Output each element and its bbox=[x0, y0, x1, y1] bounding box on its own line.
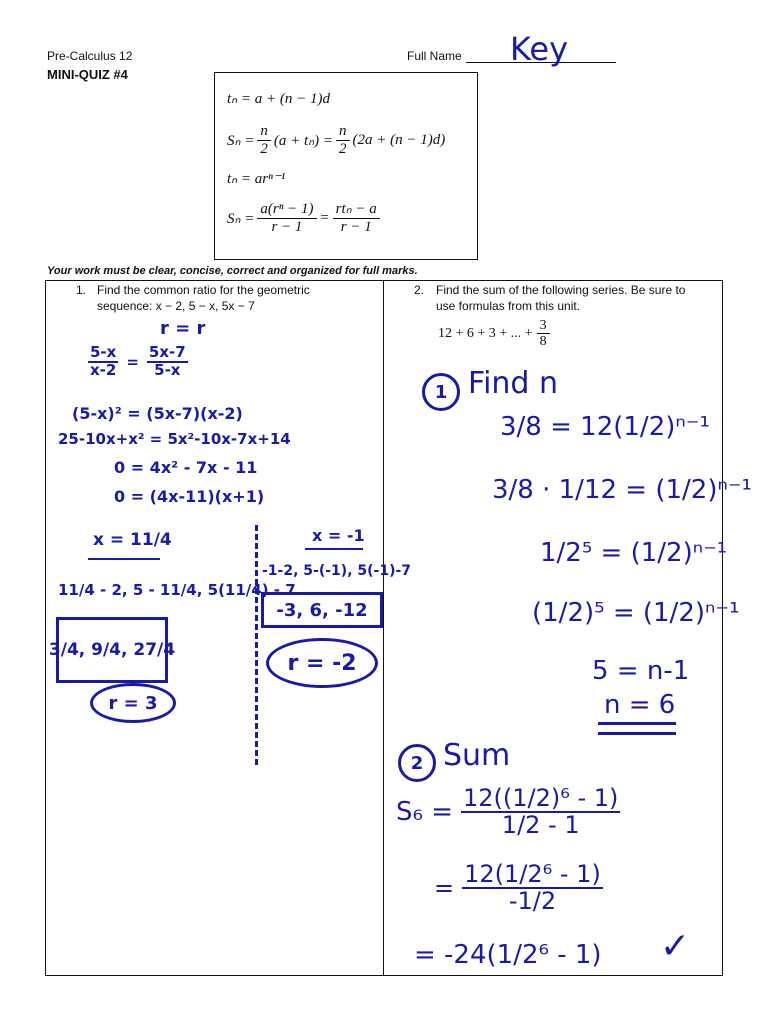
step1-label: Find n bbox=[468, 366, 559, 401]
hw-equals: = bbox=[126, 352, 139, 371]
q2-work-l1: 3/8 = 12(1/2)ⁿ⁻¹ bbox=[500, 412, 710, 442]
n-answer: n = 6 bbox=[604, 690, 676, 720]
frac-num: 3 bbox=[537, 318, 550, 334]
q1-work-line2: 25-10x+x² = 5x²-10x-7x+14 bbox=[58, 430, 291, 448]
n-underline-1 bbox=[598, 722, 676, 725]
equals-sign: = bbox=[319, 209, 330, 226]
q2-prompt-line2: use formulas from this unit. bbox=[436, 299, 581, 313]
q1-ratio-equation bbox=[88, 345, 188, 379]
q1-work-line3: 0 = 4x² - 7x - 11 bbox=[114, 458, 258, 477]
geo-term-formula: tₙ = arⁿ⁻¹ bbox=[227, 171, 286, 187]
case2-x-value: x = -1 bbox=[312, 526, 365, 545]
q2-number: 2. bbox=[414, 283, 425, 297]
sum-line3: = -24(1/2⁶ - 1) bbox=[414, 940, 602, 970]
geo-sum-formula bbox=[227, 201, 380, 235]
course-label: Pre-Calculus 12 bbox=[47, 49, 133, 63]
step2-label: Sum bbox=[443, 738, 511, 773]
column-divider bbox=[383, 280, 384, 976]
formula-box bbox=[214, 72, 478, 260]
instructions: Your work must be clear, concise, correct and organized for full marks. bbox=[47, 265, 418, 277]
q1-prompt-line2: sequence: x − 2, 5 − x, 5x − 7 bbox=[97, 299, 255, 313]
hw-frac-num: 5-x bbox=[90, 343, 117, 361]
case1-substitution: 11/4 - 2, 5 - 11/4, 5(11/4) - 7 bbox=[58, 581, 296, 599]
sum-line2 bbox=[434, 862, 603, 914]
q2-work-l2: 3/8 · 1/12 = (1/2)ⁿ⁻¹ bbox=[492, 475, 752, 505]
arith-sum-formula bbox=[227, 123, 445, 157]
hw-frac-den: -1/2 bbox=[508, 887, 557, 916]
q2-prompt-line1: Find the sum of the following series. Be sure to bbox=[436, 283, 686, 297]
arith-sum-lhs: Sₙ = bbox=[227, 132, 255, 149]
frac-den: 2 bbox=[260, 140, 268, 157]
frac-num: n bbox=[336, 123, 350, 141]
n-underline-2 bbox=[598, 732, 676, 735]
geo-sum-lhs: Sₙ = bbox=[227, 210, 255, 227]
q2-work-l4: (1/2)⁵ = (1/2)ⁿ⁻¹ bbox=[532, 598, 740, 628]
q1-r-equals-r: r = r bbox=[160, 318, 206, 339]
q2-work-l3: 1/2⁵ = (1/2)ⁿ⁻¹ bbox=[540, 538, 728, 568]
case2-substitution: -1-2, 5-(-1), 5(-1)-7 bbox=[262, 563, 412, 579]
q2-work-l5: 5 = n-1 bbox=[592, 656, 690, 686]
hw-frac-den: x-2 bbox=[90, 360, 117, 379]
frac-num: rtₙ − a bbox=[333, 201, 380, 219]
sum-lhs: S₆ = bbox=[396, 797, 453, 828]
q1-work-line1: (5-x)² = (5x-7)(x-2) bbox=[72, 404, 243, 423]
case-divider bbox=[255, 525, 258, 765]
frac-num: a(rⁿ − 1) bbox=[257, 201, 316, 219]
step1-circle: 1 bbox=[422, 373, 460, 411]
case2-ratio-answer: r = -2 bbox=[266, 638, 378, 688]
hw-frac-num: 5x-7 bbox=[148, 343, 186, 361]
quiz-title: MINI-QUIZ #4 bbox=[47, 67, 128, 82]
frac-den: r − 1 bbox=[271, 218, 303, 235]
frac-den: 8 bbox=[539, 334, 547, 350]
name-handwritten: Key bbox=[510, 30, 569, 68]
hw-equals: = bbox=[434, 874, 455, 903]
q2-series bbox=[438, 318, 550, 350]
step2-circle: 2 bbox=[398, 744, 436, 782]
frac-num: n bbox=[257, 123, 271, 141]
full-name-label: Full Name bbox=[407, 49, 462, 63]
q1-number: 1. bbox=[76, 283, 87, 297]
series-terms: 12 + 6 + 3 + ... + bbox=[438, 325, 533, 341]
frac-den: 2 bbox=[339, 140, 347, 157]
hw-frac-den: 1/2 - 1 bbox=[501, 811, 580, 840]
case2-underline bbox=[305, 548, 363, 550]
arith-sum-rhs: (2a + (n − 1)d) bbox=[352, 131, 446, 148]
case1-ratio-answer: r = 3 bbox=[90, 683, 176, 723]
arith-sum-mid: (a + tₙ) = bbox=[273, 132, 333, 149]
q1-prompt-line1: Find the common ratio for the geometric bbox=[97, 283, 310, 297]
hw-frac-num: 12((1/2)⁶ - 1) bbox=[462, 784, 619, 812]
hw-frac-den: 5-x bbox=[154, 360, 181, 379]
case1-sequence-box: 3/4, 9/4, 27/4 bbox=[56, 617, 168, 683]
case2-sequence-box: -3, 6, -12 bbox=[261, 592, 383, 628]
frac-den: r − 1 bbox=[340, 218, 372, 235]
q1-work-line4: 0 = (4x-11)(x+1) bbox=[114, 487, 265, 506]
check-mark-icon: ✓ bbox=[660, 926, 691, 967]
case1-x-value: x = 11/4 bbox=[93, 530, 172, 550]
arith-term-formula: tₙ = a + (n − 1)d bbox=[227, 91, 331, 107]
hw-frac-num: 12(1/2⁶ - 1) bbox=[464, 860, 601, 888]
case1-underline bbox=[88, 558, 160, 560]
sum-line1 bbox=[396, 786, 620, 838]
